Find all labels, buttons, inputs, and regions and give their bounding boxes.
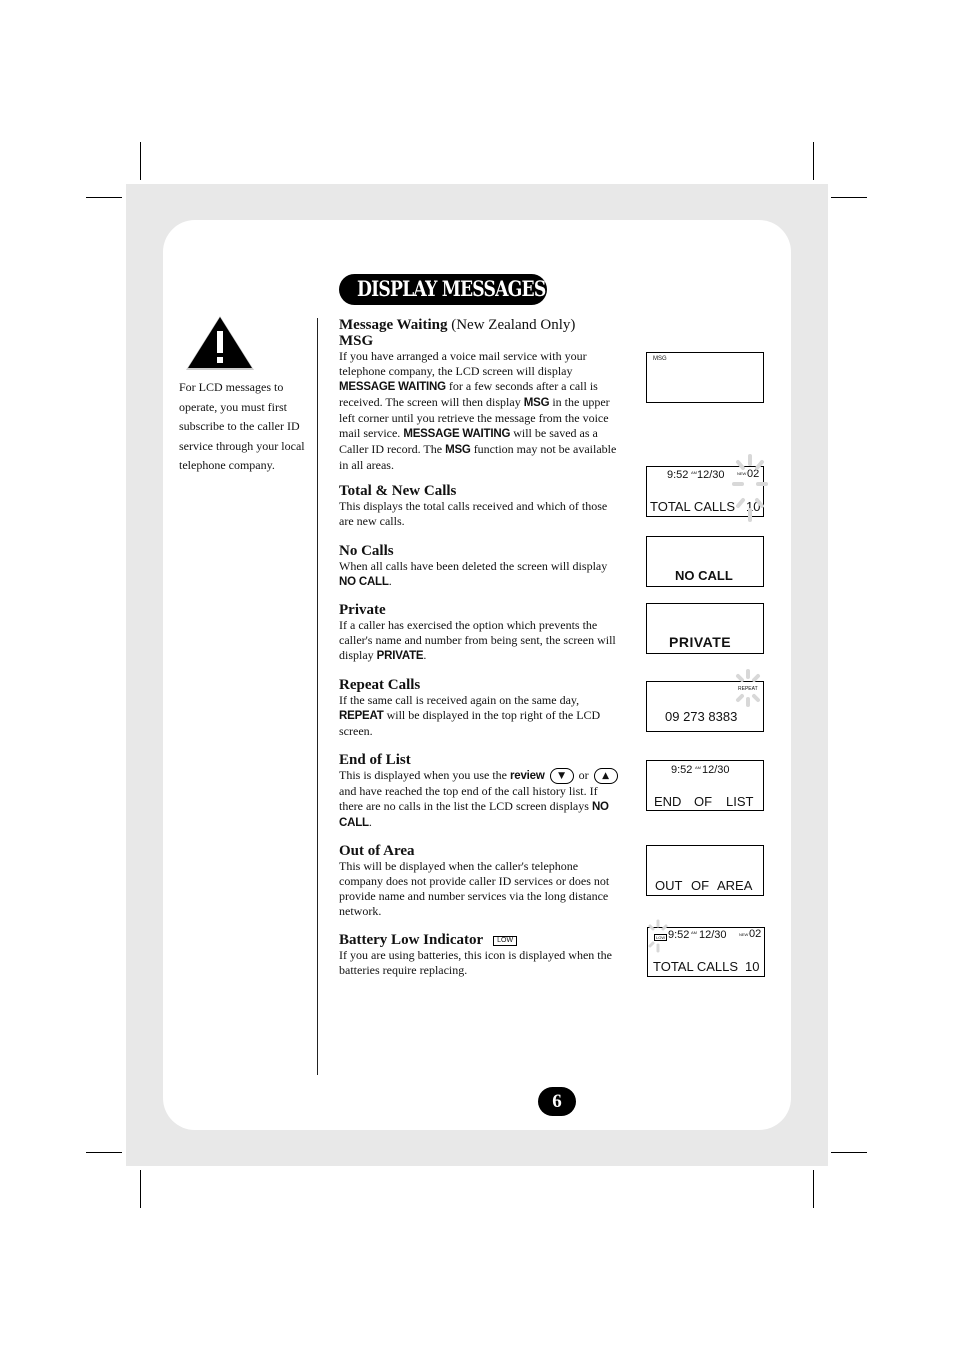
keyword: MSG [523, 397, 550, 409]
crop-mark [813, 1170, 814, 1208]
lcd-date: 12/30 [697, 469, 725, 481]
section-heading [339, 932, 624, 948]
body-text: and have reached the top end of the call history list. If there are no calls in the list the LCD screen displays [339, 784, 598, 814]
lcd-time: 9:52 [668, 929, 690, 941]
lcd-ampm: AM [691, 470, 697, 475]
body-text: If the same call is received again on the same day, [339, 693, 580, 707]
section-heading: No Calls [339, 543, 394, 559]
lcd-repeat-tag: REPEAT [738, 686, 758, 692]
body-text: . [368, 815, 372, 830]
lcd-msg [646, 352, 764, 403]
section-repeat-calls [339, 677, 624, 739]
body-text: This is displayed when you use the [339, 768, 510, 782]
section-body [339, 618, 624, 664]
keyword: NO CALL [339, 576, 389, 588]
body-text: function may not be available in all areas. [339, 442, 617, 472]
lcd-ampm: AM [695, 765, 701, 770]
review-down-icon: ▼ [550, 768, 574, 784]
sidebar-note: For LCD messages to operate, you must first subscribe to the caller ID service through your local telephone company. [179, 380, 305, 472]
section-body: This displays the total calls received and which of those are new calls. [339, 499, 608, 528]
section-heading: Out of Area [339, 843, 415, 859]
lcd-date: 12/30 [699, 929, 727, 941]
section-no-calls [339, 543, 624, 590]
lcd-new-tag: NEW [737, 471, 747, 476]
section-battery-low [339, 932, 624, 978]
lcd-new-count: 02 [749, 928, 762, 940]
lcd-word: OF [694, 794, 713, 809]
lcd-label: TOTAL CALLS [650, 499, 736, 514]
body-text: will be saved as a Caller ID record. The [339, 426, 598, 456]
lcd-word: OF [691, 878, 710, 893]
lcd-new-tag: NEW [739, 932, 749, 937]
body-text: or [575, 768, 592, 782]
page-number: 6 [538, 1087, 576, 1116]
lcd-count: 10 [745, 959, 760, 974]
section-body [339, 693, 624, 739]
battery-low-icon: LOW [493, 936, 517, 946]
body-text: If you have arranged a voice mail service with your telephone company, the LCD screen will display [339, 349, 587, 378]
lcd-text: NO CALL [675, 568, 733, 583]
lcd-number: 09 273 8383 [665, 709, 738, 724]
section-heading: Private [339, 602, 386, 618]
lcd-text: PRIVATE [669, 634, 732, 650]
lcd-end-of-list [646, 760, 764, 811]
crop-mark [86, 1152, 122, 1153]
lcd-word: END [654, 794, 682, 809]
body-text: If a caller has exercised the option which prevents the caller's name and number from being sent, the screen will display [339, 618, 616, 662]
page-title: DISPLAY MESSAGES [357, 276, 546, 301]
body-text: for a few seconds after a call is received. The screen will then display [339, 379, 598, 409]
section-heading: Total & New Calls [339, 483, 457, 499]
keyword: NO CALL [339, 801, 609, 830]
sparkle-icon [644, 918, 672, 954]
warning-icon [184, 314, 256, 372]
heading-suffix: (New Zealand Only) [447, 317, 576, 333]
lcd-label: TOTAL CALLS [653, 959, 739, 974]
keyword: MESSAGE WAITING [339, 381, 446, 393]
section-out-of-area [339, 843, 624, 919]
section-end-of-list [339, 752, 624, 831]
lcd-private [646, 603, 764, 654]
heading-text: Message Waiting [339, 317, 448, 333]
section-body: This will be displayed when the caller's telephone company does not provide caller ID services or does not provide name and number services via the long distance network. [339, 859, 610, 918]
section-body: If you are using batteries, this icon is displayed when the batteries require replacing. [339, 948, 612, 977]
lcd-count: 10 [746, 499, 761, 514]
lcd-no-call [646, 536, 764, 587]
section-body [339, 559, 624, 590]
crop-mark [831, 197, 867, 198]
body-text: will be displayed in the top right of the LCD screen. [339, 708, 601, 738]
section-heading [339, 317, 624, 333]
lcd-battery-icon: LOW [656, 935, 666, 940]
section-subheading: MSG [339, 333, 374, 349]
lcd-date: 12/30 [702, 764, 730, 776]
lcd-time: 9:52 [667, 469, 689, 481]
lcd-word: LIST [726, 794, 754, 809]
sparkle-icon [728, 452, 772, 526]
section-private [339, 602, 624, 664]
lcd-ampm: AM [691, 930, 697, 935]
section-heading: End of List [339, 752, 411, 768]
keyword: review [509, 770, 545, 782]
section-heading: Repeat Calls [339, 677, 421, 693]
crop-mark [86, 197, 122, 198]
lcd-word: OUT [655, 878, 683, 893]
section-body [339, 349, 624, 473]
heading-text: Battery Low Indicator [339, 932, 484, 948]
section-body [339, 768, 624, 831]
review-up-icon: ▲ [594, 768, 618, 784]
crop-mark [813, 142, 814, 180]
section-message-waiting [339, 317, 624, 473]
lcd-word: AREA [717, 878, 753, 893]
lcd-msg-tag: MSG [653, 356, 667, 362]
crop-mark [831, 1152, 867, 1153]
body-text: . [388, 574, 392, 588]
body-text: When all calls have been deleted the screen will display [339, 559, 608, 573]
body-text: in the upper left corner until you retrieve the message from the voice mail service. [339, 395, 610, 440]
keyword: MSG [445, 444, 471, 456]
keyword: REPEAT [339, 710, 384, 722]
sparkle-icon [731, 668, 765, 708]
lcd-new-count: 02 [747, 468, 760, 480]
keyword: PRIVATE [376, 650, 424, 662]
lcd-time: 9:52 [671, 764, 693, 776]
crop-mark [140, 142, 141, 180]
column-divider [317, 318, 318, 1075]
crop-mark [140, 1170, 141, 1208]
keyword: MESSAGE WAITING [403, 428, 511, 440]
lcd-out-of-area [646, 845, 764, 896]
section-total-calls [339, 483, 624, 529]
body-text: . [423, 648, 427, 662]
